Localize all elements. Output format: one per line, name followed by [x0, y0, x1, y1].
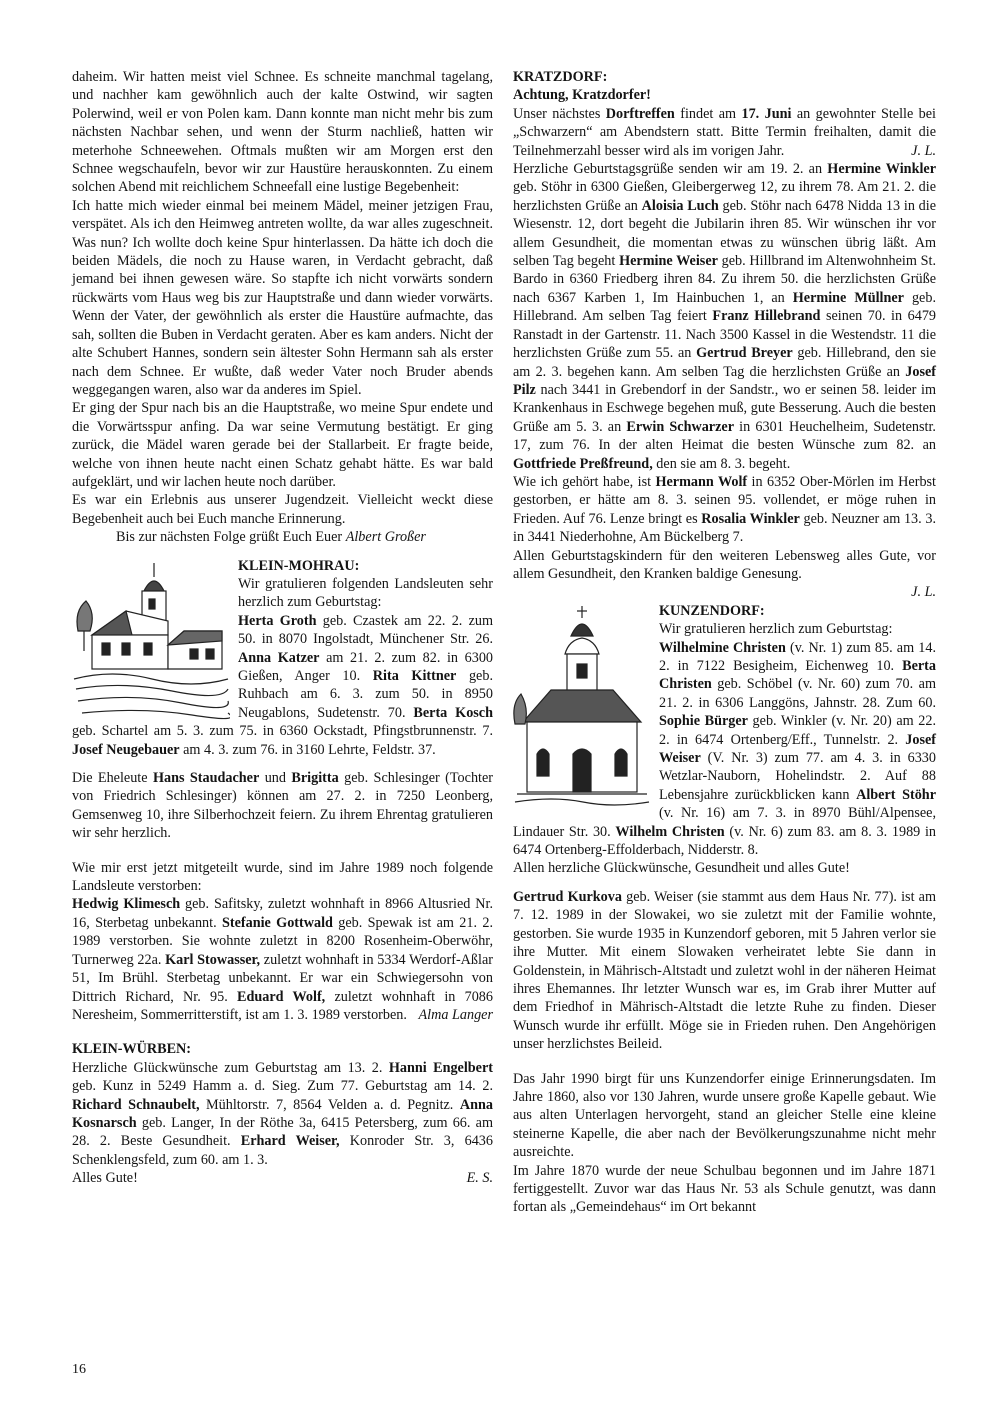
kunzendorf-wishes: Allen herzliche Glückwünsche, Gesundheit und alles Gute!	[513, 860, 850, 877]
story-closing: Bis zur nächsten Folge grüßt Euch Euer Albert Großer	[116, 529, 426, 546]
kunzendorf-chapel-illustration	[513, 604, 651, 806]
kunzendorf-heading: KUNZENDORF:	[659, 602, 765, 619]
kratzdorf-signature-2: J. L.	[911, 584, 936, 601]
deceased-list: Hedwig Klimesch geb. Safitsky, zuletzt wohnhaft in 8966 Altusried Nr. 16, Sterbetag unbekannt. Stefanie Gottwald geb. Spewak ist am 21. 2. 1989 verstorben. Sie wohnte zuletzt in 8200 Rosenheim-Oberwöhr, Turnerweg 22a. Karl Stowasser, zuletzt wohnhaft in 5334 Werdorf-Aßlar 51, Im Brühl. Sterbetag unbekannt. Er war ein Schwiegersohn von Dittrich Richard, Nr. 95. Eduard Wolf, zuletzt wohnhaft in 7086 Neresheim, Sommerritterstift, ist am 1. 3. 1989 verstorben. Alma Langer	[72, 896, 493, 1023]
kratzdorf-signature-1: J. L.	[911, 142, 936, 159]
klein-wuerben-closing: Alles Gute! E. S.	[72, 1170, 493, 1187]
kratzdorf-birthdays: Herzliche Geburtstagsgrüße senden wir am 19. 2. an Hermine Winkler geb. Stöhr in 6300 Gießen, Gleibergerweg 12, zu ihrem 78. Am 21. 2. die herzlichsten Grüße an Aloisia Luch geb. Stöhr nach 6478 Nidda 13 in die Wiesenstr. 12, dort begeht die Jubilarin ihren 85. Wir wünschen ihr vor allem Gesundheit, die momentan etwas zu wünschen übrig läßt. Am selben Tag begeht Hermine Weiser geb. Hillbrand im Altenwohnheim St. Bardo in 6360 Friedberg ihren 84. Zu ihrem 50. die herzlichsten Grüße nach 6367 Karben 1, Im Hainbuchen 1, an Hermine Müllner geb. Hillebrand. Am selben Tag feiert Franz Hillebrand seinen 70. in 6479 Ranstadt in der Gartenstr. 11. Nach 3500 Kassel in die Westendstr. 11 die herzlichsten Grüße zum 55. an Gertrud Breyer geb. Hillebrand, den sie am 2. 3. begehen kann. Am selben Tag die herzlichsten Grüße an Josef Pilz nach 3441 in Grebendorf in der Sandstr., wo er seinen 58. leider im Krankenhaus in Eschwege begehen muß, gute Besserung. Auch die besten Grüße am 5. 3. an Erwin Schwarzer in 6301 Heuchelheim, Sudetenstr. 17, zum 76. In der alten Heimat die besten Wünsche zum 82. an Gottfriede Preßfreund, den sie am 8. 3. begeht.	[513, 161, 937, 472]
deceased-signature: Alma Langer	[418, 1006, 493, 1023]
klein-wuerben-signature: E. S.	[466, 1170, 493, 1187]
year-1870-paragraph: Im Jahre 1870 wurde der neue Schulbau begonnen und im Jahre 1871 fertiggestellt. Zuvor war das Haus Nr. 53 als Schule genutzt, was dann fortan als „Gemeindehaus“ im Ort bekannt	[513, 1162, 936, 1216]
klein-wuerben-heading: KLEIN-WÜRBEN:	[72, 1041, 192, 1058]
page-number: 16	[72, 1362, 86, 1377]
year-1990-paragraph: Das Jahr 1990 birgt für uns Kunzendorfer einige Erinnerungsdaten. Im Jahre 1860, also vor 130 Jahren, wurde unsere große Kapelle gebaut. Wie aus alten Unterlagen hervorgeht, stand an gleicher Stelle eine kleine steinerne Kapelle, die aber nach der Bevölkerungszunahme nicht mehr ausreichte.	[513, 1070, 936, 1161]
story-paragraph-2: Ich hatte mich wieder einmal bei meinem Mädel, meiner jetzigen Frau, verspätet. Als ich den Heimweg antreten wollte, da war alles zugeschneit. Was nun? Ich wollte doch keine Spur hinterlassen. Da hätte ich doch die beiden Mädels, die noch zu Hause waren, in Verdacht gebracht, daß jemand bei ihnen gewesen wäre. So stapfte ich nicht vorwärts sondern rückwärts vom Haus weg bis zur Hauptstraße und dann wieder vorwärts. Wenn der Vater, der gewöhnlich als erster die Haustüre aufmachte, das sah, sollten die Buben in Verdacht geraten. Aber es kam anders. Nicht der alte Schubert Hannes, sondern sein ältester Sohn Hermann sah als erster nach dem Schnee. Er wußte, daß weder Vater noch Bruder abends weggegangen waren, also war da anderes im Spiel.	[72, 197, 493, 398]
story-paragraph-4: Es war ein Erlebnis aus unserer Jugendzeit. Vielleicht weckt diese Begebenheit auch bei Euch manche Erinnerung.	[72, 492, 493, 527]
klein-wuerben-birthdays: Herzliche Glückwünsche zum Geburtstag am 13. 2. Hanni Engelbert geb. Kunz in 5249 Hamm a. d. Sieg. Zum 77. Geburtstag am 14. 2. Richard Schnaubelt, Mühltorstr. 7, 8564 Velden a. d. Pegnitz. Anna Kosnarsch geb. Langer, In der Röthe 3a, 6415 Petersberg, zum 66. am 28. 2. Beste Gesundheit. Erhard Weiser, Konroder Str. 3, 6436 Schenklengsfeld, zum 60. am 1. 3.	[72, 1059, 494, 1168]
kratzdorf-obituary: Wie ich gehört habe, ist Hermann Wolf in 6352 Ober-Mörlen im Herbst gestorben, er hätte am 8. 3. seinen 95. vollendet, er möge ruhen in Frieden. Auf 76. Lenze bringt es Rosalia Winkler geb. Neuzner am 13. 3. in 3441 Niederhohne, Am Bückelberg 7.	[513, 473, 936, 546]
kratzdorf-subheading: Achtung, Kratzdorfer!	[513, 87, 651, 104]
wedding-announcement: Die Eheleute Hans Staudacher und Brigitta geb. Schlesinger (Tochter von Friedrich Schlesinger) können am 27. 2. in 7250 Leonberg, Gemsenweg 10, ihre Silberhochzeit feiern. Zu ihrem Ehrentag gratulieren wir sehr herzlich.	[72, 770, 494, 842]
klein-mohrau-heading: KLEIN-MOHRAU:	[238, 557, 360, 574]
right-column	[513, 68, 936, 1217]
story-paragraph-3: Er ging der Spur nach bis an die Hauptstraße, wo meine Spur endete und die Vorwärtsspur anfing. Da war seine Vermutung bestätigt. Er ging zurück, die Mädel waren gerade bei der Stallarbeit. Er fragte beide, welche von ihnen heute nacht einen Schatz gehabt hätte. Es war bald aufgeklärt, und wir lachen heute noch darüber.	[72, 400, 493, 490]
kratzdorf-heading: KRATZDORF:	[513, 69, 608, 85]
klein-mohrau-intro: Wir gratulieren folgenden Landsleuten sehr herzlich zum Geburtstag:	[238, 575, 493, 611]
klein-mohrau-birthdays: Herta Groth geb. Czastek am 22. 2. zum 50. in 8070 Ingolstadt, Münchener Str. 26. Anna Katzer am 21. 2. zum 82. in 6300 Gießen, Anger 10. Rita Kittner geb. Ruhbach am 6. 3. zum 50. in 8950 Neugablons, Sudetenstr. 70. Berta Kosch geb. Schartel am 5. 3. zum 75. in 6360 Ockstadt, Pfingstbrunnenstr. 7. Josef Neugebauer am 4. 3. zum 76. in 3160 Lehrte, Feldstr. 37.	[72, 612, 494, 758]
kratzdorf-meeting: Unser nächstes Dorftreffen findet am 17. Juni an gewohnter Stelle bei „Schwarzern“ am Abendstern statt. Bitte Termin freihalten, damit die Teilnehmerzahl besser wird als im vorigen Jahr. J. L.	[513, 105, 936, 159]
kunzendorf-birthdays: Wilhelmine Christen (v. Nr. 1) zum 85. am 14. 2. in 7122 Besigheim, Eichenweg 10. Berta Christen geb. Schöbel (v. Nr. 60) zum 70. am 21. 2. in 6306 Langgöns, Jahnstr. 28. Zum 60. Sophie Bürger geb. Winkler (v. Nr. 20) am 22. 2. in 6474 Ortenberg/Eff., Tunnelstr. 2. Josef Weiser (V. Nr. 3) zum 77. am 4. 3. in 6330 Wetzlar-Nauborn, Hohelindstr. 2. Auf 88 Lebensjahre zurückblicken kann Albert Stöhr (v. Nr. 16) am 7. 3. in 8970 Bühl/Alpensee, Lindauer Str. 30. Wilhelm Christen (v. Nr. 6) zum 83. am 8. 3. 1989 in 6474 Ortenberg-Effolderbach, Nidderstr. 8.	[513, 639, 937, 859]
author-signature: Albert Großer	[345, 529, 426, 546]
kunzendorf-intro: Wir gratulieren herzlich zum Geburtstag:	[659, 621, 893, 638]
deceased-intro: Wie mir erst jetzt mitgeteilt wurde, sind im Jahre 1989 noch folgende Landsleute verstorben:	[72, 859, 493, 895]
kurkova-obituary: Gertrud Kurkova geb. Weiser (sie stammt aus dem Haus Nr. 77). ist am 7. 12. 1989 in der Slowakei, wo sie zuletzt mit der Familie wohnte, gestorben. Sie wurde 1935 in Kunzendorf geboren, mit 5 Jahren verlor sie ihre Mutter. Mit einem Slowaken verheiratet lebte Sie dann in Goldenstein, in Mährisch-Altstadt und zuletzt wohl in der näheren Heimat ihres Ehemannes. Ihr letzter Wunsch war es, im Grab ihrer Mutter auf dem Friedhof in Mährisch-Altstadt die letzte Ruhe zu finden. Dieser Wunsch wurde ihr erfüllt. Möge sie in Frieden ruhen. Den Angehörigen unser herzlichstes Beileid.	[513, 888, 936, 1053]
kratzdorf-wishes: Allen Geburtstagskindern für den weiteren Lebensweg alles Gute, vor allem Gesundheit, den Kranken baldige Genesung.	[513, 547, 936, 582]
village-church-illustration	[72, 561, 230, 721]
left-column	[72, 68, 493, 1188]
story-paragraph-1: daheim. Wir hatten meist viel Schnee. Es schneite manchmal tagelang, und nachher kam gewöhnlich auch der kalte Ostwind, wir sagten Polerwind, weil er von Polen kam. Dann konnte man nicht mehr bis zum nächsten Nachbar sehen, und wenn der Sturm nachließ, hatten wir meterhohe Schneewehen. Oftmals mußten wir am Morgen erst den Schnee wegschaufeln, bevor wir zur Haustüre herauskonnten. Zu einem solchen Abend mit reichlichem Schneefall eine lustige Begebenheit:	[72, 69, 493, 196]
